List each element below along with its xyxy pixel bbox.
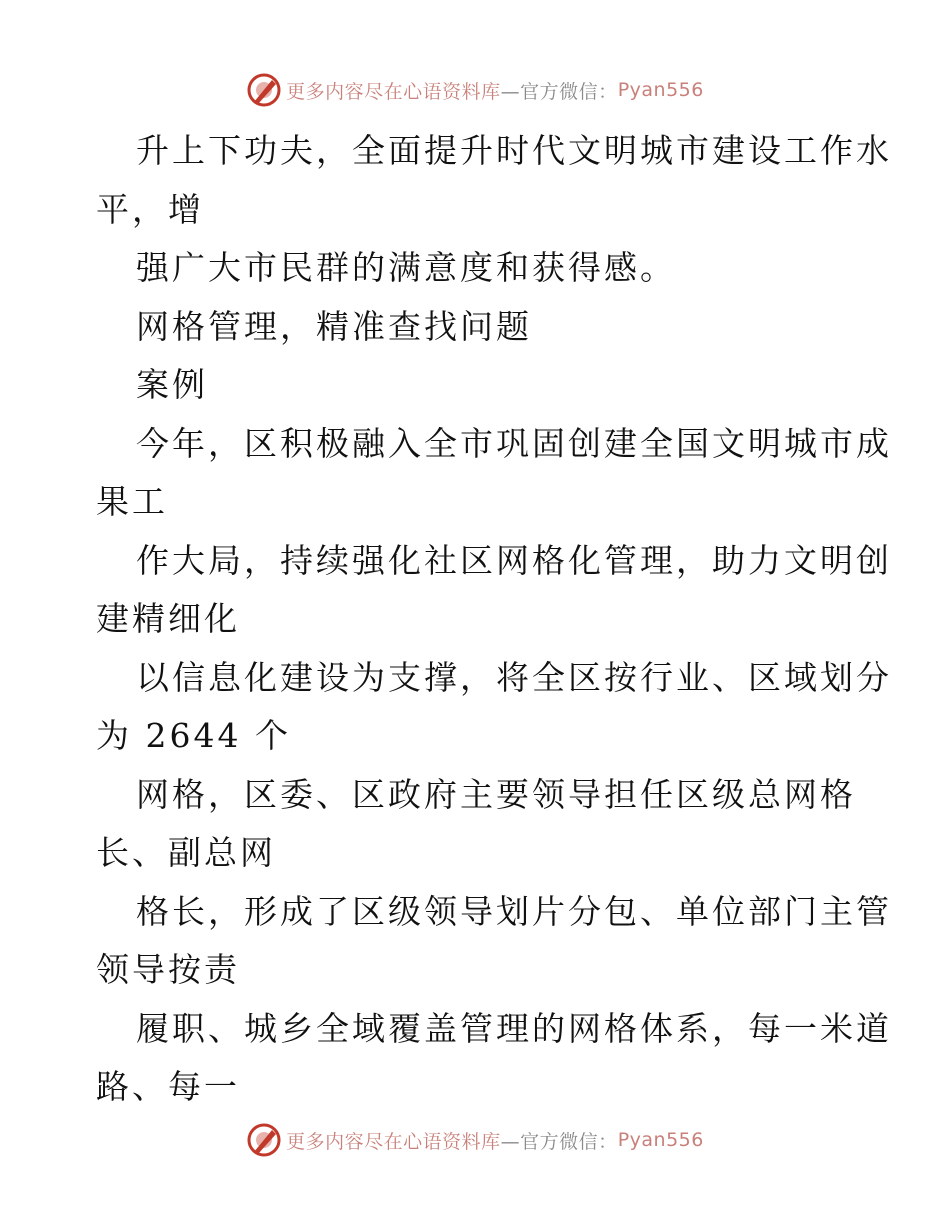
section-label: 案例 [136,365,208,404]
banner-main-text: 更多内容尽在心语资料库 [286,80,501,103]
body-line: 为 2644 个 [96,716,291,755]
body-line: 果工 [96,482,168,521]
body-line: 强广大市民群的满意度和获得感。 [136,248,676,287]
body-line: 作大局，持续强化社区网格化管理，助力文明创 [136,540,892,580]
footer-banner [0,1120,950,1160]
banner-sub-text: —官方微信： [500,80,618,103]
pen-logo-icon [246,1122,282,1158]
body-line: 平，增 [96,189,204,229]
body-line: 建精细化 [96,599,240,638]
banner-sub-text: —官方微信： [500,1130,618,1153]
body-line: 以信息化建设为支撑，将全区按行业、区域划分 [136,657,892,697]
body-line: 路、每一 [96,1067,240,1106]
banner-handle: Pyan556 [617,79,704,101]
body-line: 今年，区积极融入全市巩固创建全国文明城市成 [136,423,892,463]
body-line: 格长，形成了区级领导划片分包、单位部门主管 [136,891,892,931]
header-banner [0,70,950,110]
banner-main-text: 更多内容尽在心语资料库 [286,1130,501,1153]
body-line: 网格，区委、区政府主要领导担任区级总网格 [136,774,856,814]
body-line: 履职、城乡全域覆盖管理的网格体系，每一米道 [136,1008,892,1048]
body-line: 长、副总网 [96,833,276,872]
banner-handle: Pyan556 [617,1129,704,1151]
pen-logo-icon [246,72,282,108]
document-body [96,122,892,1117]
body-line: 升上下功夫，全面提升时代文明城市建设工作水 [136,131,892,170]
body-line: 领导按责 [96,950,240,989]
section-heading: 网格管理，精准查找问题 [136,306,532,346]
